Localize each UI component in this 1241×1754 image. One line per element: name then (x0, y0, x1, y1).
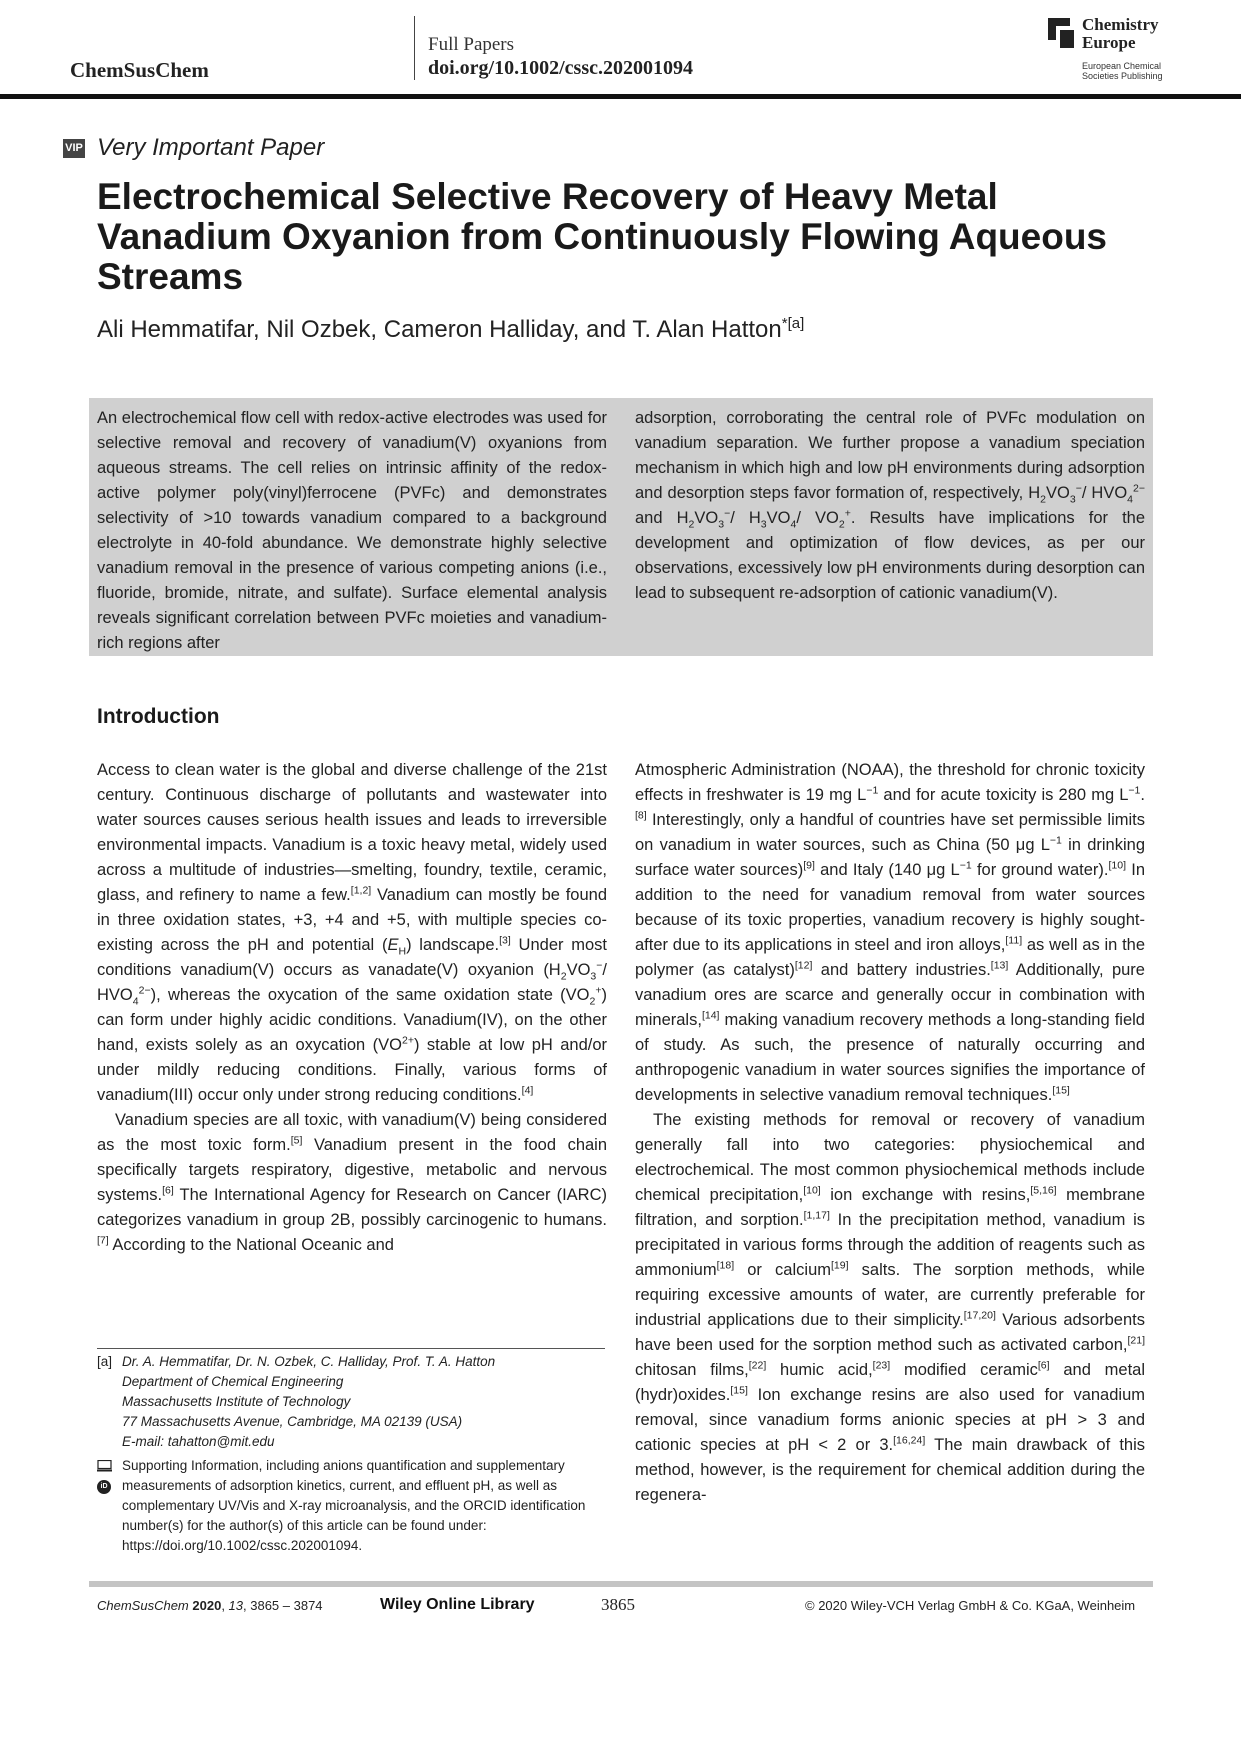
citation[interactable]: [19] (831, 1259, 849, 1272)
author-list (97, 316, 804, 344)
citation[interactable]: [6] (162, 1184, 174, 1197)
citation[interactable]: [4] (521, 1084, 534, 1097)
header-rule (0, 94, 1241, 99)
citation[interactable]: [15] (730, 1384, 748, 1397)
intro-paragraph-2: Vanadium species are all toxic, with vanadium(V) being considered as the most toxic form.[5] Vanadium present in the food chain specifically targets respiratory, digestive, metabolic and nervous systems.[6] The International Agency for Research on Cancer (IARC) categorizes vanadium in group 2B, possibly carcinogenic to humans.[7] According to the National Oceanic and (97, 1111, 608, 1254)
affiliation-line: Department of Chemical Engineering (122, 1374, 344, 1389)
citation[interactable]: [16,24] (893, 1434, 926, 1447)
citation[interactable]: [14] (701, 1009, 720, 1022)
section-label: Full Papers (428, 34, 515, 55)
author-names: Ali Hemmatifar, Nil Ozbek, Cameron Halliday, and T. Alan Hatton (97, 316, 782, 343)
citation[interactable]: [15] (1052, 1084, 1070, 1097)
citation[interactable]: [13] (990, 959, 1009, 972)
citation[interactable]: [5,16] (1030, 1184, 1057, 1197)
publisher-subtitle: European Chemical Societies Publishing (1082, 61, 1163, 81)
supporting-info-footnote (97, 1456, 607, 1556)
citation[interactable]: [1,2] (350, 884, 372, 897)
citation[interactable]: [7] (97, 1234, 109, 1247)
citation[interactable]: [6] (1037, 1359, 1050, 1372)
affiliation-line: Dr. A. Hemmatifar, Dr. N. Ozbek, C. Halliday, Prof. T. A. Hatton (122, 1354, 496, 1369)
affiliation-email[interactable]: E-mail: tahatton@mit.edu (122, 1434, 275, 1449)
affiliation-tag: [a] (97, 1354, 113, 1369)
citation[interactable]: [12] (794, 959, 813, 972)
citation[interactable]: [5] (290, 1134, 303, 1147)
citation[interactable]: [10] (803, 1184, 821, 1197)
citation[interactable]: [17,20] (963, 1309, 996, 1322)
article-title: Electrochemical Selective Recovery of Heavy Metal Vanadium Oxyanion from Continuously Flowing Aqueous Streams (97, 176, 1108, 297)
intro-paragraph-4: The existing methods for removal or recovery of vanadium generally fall into two categories: physiochemical and electrochemical. The most common physiochemical methods include chemical precipitation,[10] ion exchange with resins,[5,16] membrane filtration, and sorption.[1,17] In the precipitation method, vanadium is precipitated in various forms through the addition of reagents such as ammonium[18] or calcium[19] salts. The sorption methods, while requiring excessive amounts of water, are currently preferable for industrial applications due to their simplicity.[17,20] Various adsorbents have been used for the sorption method such as activated carbon,[21] chitosan films,[22] humic acid,[23] modified ceramic[6] and metal (hydr)oxides.[15] Ion exchange resins are also used for vanadium removal, since vanadium forms anionic species at pH > 3 and cationic species at pH < 2 or 3.[16,24] The main drawback of this method, however, is the requirement for chemical addition during the regenera- (635, 1111, 1146, 1504)
citation[interactable]: [22] (748, 1359, 767, 1372)
vip-badge: VIP (63, 139, 85, 158)
header-divider (414, 16, 415, 80)
chemistry-europe-logo-icon (1048, 18, 1078, 50)
citation[interactable]: [9] (803, 859, 815, 872)
abstract-right-column: adsorption, corroborating the central role of PVFc modulation on vanadium separation. We further propose a vanadium speciation mechanism in which high and low pH environments during adsorption and desorption steps favor formation of, respectively, $H_2VO_3^-/$ $HVO_4^{2-}$ and $H_2VO_3^-/$ $H_3VO_4/$ $VO_2^+$. Results have implications for the development and optimization of flow devices, as per our observations, excessively low pH environments during desorption can lead to subsequent re-adsorption of cationic vanadium(V). (635, 409, 1146, 602)
footer-citation: ChemSusChem 2020, 13, 3865 – 3874 (97, 1598, 323, 1613)
page-number: 3865 (601, 1595, 635, 1614)
copyright-notice: © 2020 Wiley-VCH Verlag GmbH & Co. KGaA, Weinheim (805, 1598, 1136, 1613)
footer-rule (89, 1581, 1153, 1587)
author-marker: *[a] (781, 315, 805, 332)
section-heading-introduction: Introduction (97, 705, 220, 728)
citation[interactable]: [11] (1005, 934, 1023, 947)
affiliation-footnote (97, 1352, 607, 1452)
orcid-icon: iD (97, 1480, 111, 1494)
footnote-rule (97, 1348, 605, 1349)
citation[interactable]: [1,17] (803, 1209, 830, 1222)
body-right-column (635, 758, 1145, 1508)
intro-paragraph-3: Atmospheric Administration (NOAA), the threshold for chronic toxicity effects in freshwater is 19 mg $L^{-1}$ and for acute toxicity is 280 mg $L^{-1}.[8]$ Interestingly, only a handful of countries have set permissible limits on vanadium in water sources, such as China (50 μg $L^{-1}$ in drinking surface water sources)[9] and Italy (140 μg $L^{-1}$ for ground water).[10] In addition to the need for vanadium removal from water sources because of its toxic properties, vanadium recovery is highly sought-after due to its applications in steel and iron alloys,[11] as well as in the polymer (as catalyst)[12] and battery industries.[13] Additionally, pure vanadium ores are scarce and generally occur in combination with minerals,[14] making vanadium recovery methods a long-standing field of study. As such, the presence of naturally occurring and anthropogenic vanadium in water sources signifies the importance of developments in selective vanadium removal techniques.[15] (635, 761, 1146, 1104)
wiley-online-library-link[interactable]: Wiley Online Library (380, 1596, 535, 1613)
vip-label: Very Important Paper (97, 134, 325, 161)
publisher-name: Chemistry Europe (1082, 15, 1159, 52)
citation[interactable]: [23] (872, 1359, 891, 1372)
affiliation-line: 77 Massachusetts Avenue, Cambridge, MA 02139 (USA) (122, 1414, 463, 1429)
citation[interactable]: [3] (499, 934, 511, 947)
doi-link[interactable]: doi.org/10.1002/cssc.202001094 (428, 57, 693, 79)
citation[interactable]: [18] (716, 1259, 735, 1272)
journal-name: ChemSusChem (70, 58, 209, 82)
affiliation-line: Massachusetts Institute of Technology (122, 1394, 351, 1409)
citation[interactable]: [8] (635, 809, 647, 822)
body-left-column (97, 758, 607, 1258)
abstract-left-column: An electrochemical flow cell with redox-active electrodes was used for selective removal and recovery of vanadium(V) oxyanions from aqueous streams. The cell relies on intrinsic affinity of the redox-active polymer poly(vinyl)ferrocene (PVFc) and demonstrates selectivity of >10 towards vanadium compared to a background electrolyte in 40-fold abundance. We demonstrate highly selective vanadium removal in the presence of various competing anions (i.e., fluoride, bromide, nitrate, and sulfate). Surface elemental analysis reveals significant correlation between PVFc moieties and vanadium-rich regions after (97, 409, 607, 652)
citation[interactable]: [10] (1108, 859, 1126, 872)
intro-paragraph-1: Access to clean water is the global and diverse challenge of the 21st century. Continuous discharge of pollutants and wastewater into water sources causes serious health issues and leads to irreversible environmental impacts. Vanadium is a toxic heavy metal, widely used across a multitude of industries—smelting, foundry, textile, ceramic, glass, and refinery to name a few.[1,2] Vanadium can mostly be found in three oxidation states, +3, +4 and +5, with multiple species co-existing across the pH and potential $(E_H)$ landscape.[3] Under most conditions vanadium(V) occurs as vanadate(V) oxyanion ($H_2VO_3^-/$ $HVO_4^{2-}$), whereas the oxycation of the same oxidation state $(VO_2^+)$ can form under highly acidic conditions. Vanadium(IV), on the other hand, exists solely as an oxycation $(VO^{2+})$ stable at low pH and/or under mildly reducing conditions. Finally, various forms of vanadium(III) occur only under strong reducing conditions.[4] (97, 761, 608, 1104)
supporting-info-text: Supporting Information, including anions quantification and supplementary measurements of adsorption kinetics, current, and effluent pH, as well as complementary UV/Vis and X-ray microanalysis, and the ORCID identification number(s) for the author(s) of this article can be found under: https://doi.org/10.1002/cssc.202001094. (122, 1458, 586, 1553)
citation[interactable]: [21] (1127, 1334, 1145, 1347)
